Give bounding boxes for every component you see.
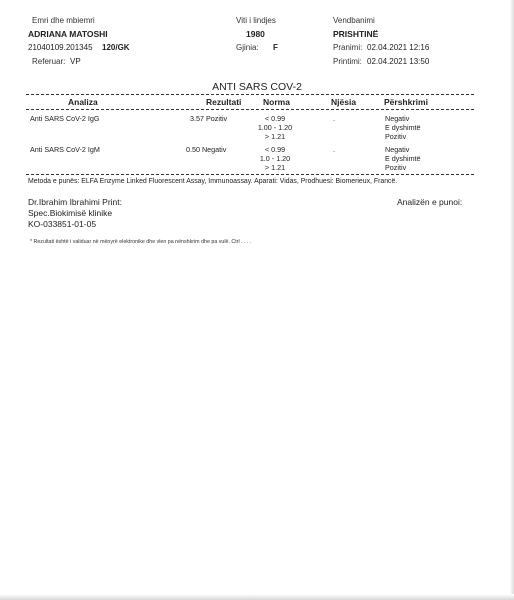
row-descriptions xyxy=(385,114,421,141)
patient-id: 21040109.201345 xyxy=(28,43,93,52)
row-unit: . xyxy=(333,145,335,154)
desc-positive: Pozitiv xyxy=(385,132,407,141)
referred-label: Referuar: xyxy=(32,57,66,66)
page-edge-shadow xyxy=(510,0,514,600)
birth-year-label: Viti i lindjes xyxy=(236,16,276,25)
residence: PRISHTINË xyxy=(333,29,379,39)
row-norms xyxy=(257,114,293,141)
row-result: 3.57 Pozitiv xyxy=(190,114,228,123)
divider-bottom xyxy=(26,174,474,175)
referred-value: VP xyxy=(70,57,81,66)
patient-code: 120/GK xyxy=(102,43,130,52)
doctor-specialty: Spec.Biokimisë klinike xyxy=(28,208,113,218)
norm-mid: 1.0 - 1.20 xyxy=(259,154,291,163)
norm-mid: 1.00 - 1.20 xyxy=(257,123,293,132)
desc-negative: Negativ xyxy=(385,114,410,123)
desc-positive: Pozitiv xyxy=(385,163,407,172)
method-note: Metoda e punës: ELFA Enzyme Linked Fluorescent Assay, Immunoassay. Aparati: Vidas, Prodhuesi: Biomerieux, Francë. xyxy=(28,178,398,185)
row-analysis: Anti SARS CoV-2 IgG xyxy=(30,114,100,123)
birth-year: 1980 xyxy=(246,29,265,39)
name-label: Emri dhe mbiemri xyxy=(32,16,95,25)
row-result: 0.50 Negativ xyxy=(186,145,227,154)
desc-negative: Negativ xyxy=(385,145,410,154)
residence-label: Vendbanimi xyxy=(333,16,375,25)
row-unit: . xyxy=(333,114,335,123)
received-label: Pranimi: xyxy=(333,43,363,52)
printed-label: Printimi: xyxy=(333,57,362,66)
desc-doubtful: E dyshimtë xyxy=(385,123,421,132)
row-descriptions xyxy=(385,145,421,172)
header-description: Përshkrimi xyxy=(384,97,428,107)
divider-top xyxy=(26,94,474,95)
page-edge-shadow-bottom xyxy=(0,594,514,600)
footnote: * Rezultati është i validuar në mënyrë elektronike dhe vlen pa nënshkrim dhe pa vulë. Ctrl . . . . xyxy=(30,239,252,245)
license-number: KO-033851-01-05 xyxy=(28,219,97,229)
printed-date: 02.04.2021 13:50 xyxy=(367,57,430,66)
norm-high: > 1.21 xyxy=(264,132,286,141)
header-analysis: Analiza xyxy=(68,97,98,107)
gender-label: Gjinia: xyxy=(236,43,259,52)
norm-low: < 0.99 xyxy=(264,114,286,123)
worked-by-label: Analizën e punoi: xyxy=(397,197,463,207)
received-date: 02.04.2021 12:16 xyxy=(367,43,430,52)
norm-low: < 0.99 xyxy=(264,145,286,154)
header-result: Rezultati xyxy=(206,97,242,107)
header-norm: Norma xyxy=(263,97,290,107)
row-norms xyxy=(257,145,293,172)
desc-doubtful: E dyshimtë xyxy=(385,154,421,163)
patient-name: ADRIANA MATOSHI xyxy=(28,29,108,39)
gender: F xyxy=(273,43,278,52)
row-analysis: Anti SARS CoV-2 IgM xyxy=(30,145,100,154)
norm-high: > 1.21 xyxy=(264,163,286,172)
report-title: ANTI SARS COV-2 xyxy=(212,81,302,93)
doctor-line: Dr.Ibrahim Ibrahimi Print: xyxy=(28,197,122,207)
header-unit: Njësia xyxy=(331,97,357,107)
divider-header xyxy=(26,109,474,110)
